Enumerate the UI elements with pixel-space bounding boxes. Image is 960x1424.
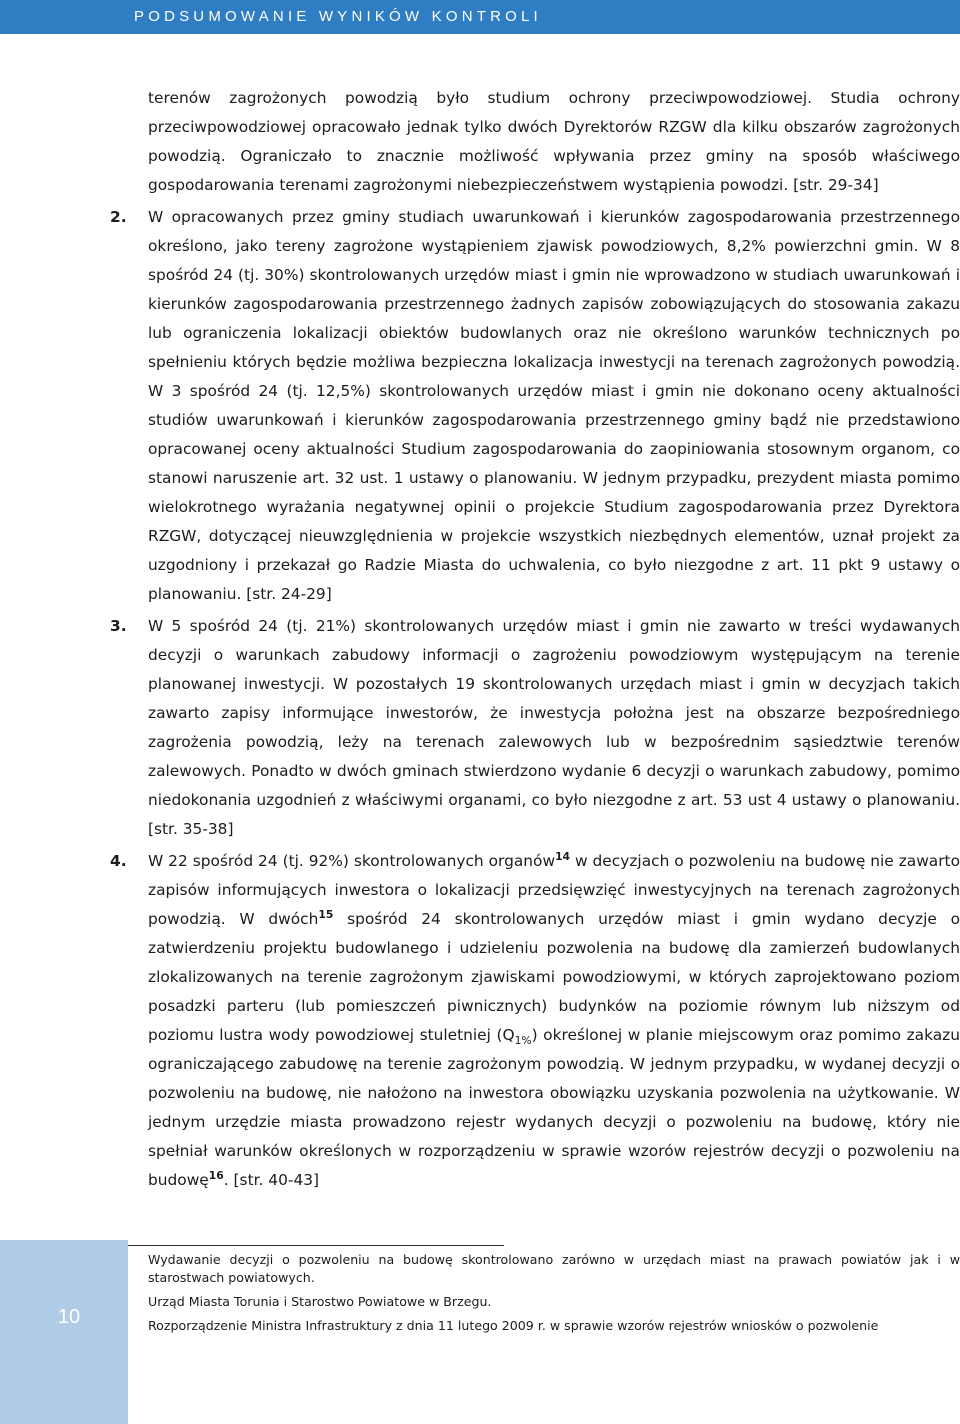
footnote-14: [110, 1251, 960, 1287]
footnote-ref-16[interactable]: 16: [208, 1168, 224, 1182]
paragraph-text-part: spośród 24 skontrolowanych urzędów miast i gmin wydano decyzje o zatwierdzeniu projektu budowlanego i udzieleniu pozwolenia na budowę dla zamierzeń budowlanych zlokalizowanych na terenie zagrożonym zjawiskami powodziowymi, w których zaprojektowano poziom posadzki parteru (lub pomieszczeń piwnicznych) budynków na poziomie równym lub niższym od poziomu lustra wody powodziowej stuletniej (Q: [148, 910, 960, 1044]
footnote-divider: [110, 1245, 504, 1246]
subscript-q1: 1%: [514, 1034, 532, 1048]
footnotes: [110, 1251, 960, 1341]
paragraph-number: 3.: [110, 617, 127, 635]
footnote-ref-14[interactable]: 14: [555, 849, 571, 863]
footnote-ref-15[interactable]: 15: [318, 907, 334, 921]
paragraph-number: 4.: [110, 852, 127, 870]
paragraph-text: W 5 spośród 24 (tj. 21%) skontrolowanych urzędów miast i gmin nie zawarto w treści wydawanych decyzji o warunkach zabudowy informacji o zagrożeniu powodziowym występującym na terenie planowanej inwestycji. W pozostałych 19 skontrolowanych urzędach miast i gmin w decyzjach takich zawarto zapisy informujące inwestorów, że inwestycja położna jest na obszarze bezpośredniego zagrożenia powodzią, leży na terenach zalewowych lub w bezpośrednim sąsiedztwie terenów zalewowych. Ponadto w dwóch gminach stwierdzono wydanie 6 decyzji o warunkach zabudowy, pomimo niedokonania uzgodnień z właściwymi organami, co było niezgodne z art. 53 ust 4 ustawy o planowaniu. [str. 35-38]: [148, 617, 960, 838]
paragraph-text-part: W 22 spośród 24 (tj. 92%) skontrolowanych organów: [148, 852, 556, 870]
paragraph-2: [110, 203, 960, 609]
header-title: PODSUMOWANIE WYNIKÓW KONTROLI: [134, 8, 542, 25]
paragraph-4: [110, 847, 960, 1195]
paragraph-text-part: w decyzjach o pozwoleniu na budowę nie zawarto zapisów informujących inwestora o lokalizacji przedsięwzięć inwestycyjnych na terenach zagrożonych powodzią. W dwóch: [148, 852, 960, 928]
paragraph-continuation: [110, 84, 960, 200]
page-number-box: [0, 1240, 128, 1424]
footnote-16: [110, 1317, 960, 1335]
paragraph-text: W opracowanych przez gminy studiach uwarunkowań i kierunków zagospodarowania przestrzennego określono, jako tereny zagrożone wystąpieniem zjawisk powodziowych, 8,2% powierzchni gmin. W 8 spośród 24 (tj. 30%) skontrolowanych urzędów miast i gmin nie wprowadzono w studiach uwarunkowań i kierunków zagospodarowania przestrzennego żadnych zapisów zobowiązujących do stosowania zakazu lub ograniczenia lokalizacji obiektów budowlanych oraz nie określono warunków technicznych po spełnieniu których będzie możliwa bezpieczna lokalizacja inwestycji na terenach zagrożonych powodzią. W 3 spośród 24 (tj. 12,5%) skontrolowanych urzędów miast i gmin nie dokonano oceny aktualności studiów uwarunkowań i kierunków zagospodarowania przestrzennego gminy bądź nie przedstawiono opracowanej oceny aktualności Studium zagospodarowania do zaopiniowania stosownym organom, co stanowi naruszenie art. 32 ust. 1 ustawy o planowaniu. W jednym przypadku, prezydent miasta pomimo wielokrotnego wyrażania negatywnej opinii o projekcie Studium zagospodarowania przez Dyrektora RZGW, dotyczącej nieuwzględnienia w projekcie wszystkich niezbędnych elementów, uznał projekt za uzgodniony i przekazał go Radzie Miasta do uchwalenia, co było niezgodne z art. 11 pkt 9 ustawy o planowaniu. [str. 24-29]: [148, 208, 960, 603]
page-number: 10: [57, 1306, 81, 1328]
footnote-text: Wydawanie decyzji o pozwoleniu na budowę skontrolowano zarówno w urzędach miast na prawach powiatów jak i w starostwach powiatowych.: [148, 1252, 960, 1285]
paragraph-text-part: . [str. 40-43]: [223, 1171, 320, 1189]
document-body: [110, 84, 960, 1198]
footnote-15: [110, 1293, 960, 1311]
paragraph-number: 2.: [110, 208, 127, 226]
footnote-text: Rozporządzenie Ministra Infrastruktury z dnia 11 lutego 2009 r. w sprawie wzorów rejestrów wniosków o pozwolenie: [148, 1318, 879, 1333]
paragraph-3: [110, 612, 960, 844]
paragraph-text: terenów zagrożonych powodzią było studium ochrony przeciwpowodziowej. Studia ochrony przeciwpowodziowej opracowało jednak tylko dwóch Dyrektorów RZGW dla kilku obszarów zagrożonych powodzią. Ograniczało to znacznie możliwość wpływania przez gminy na sposób właściwego gospodarowania terenami zagrożonymi niebezpieczeństwem wystąpienia powodzi. [str. 29-34]: [148, 89, 960, 194]
paragraph-text-part: ) określonej w planie miejscowym oraz pomimo zakazu ograniczającego zabudowę na terenie zagrożonym powodzią. W jednym przypadku, w wydanej decyzji o pozwoleniu na budowę, nie nałożono na inwestora obowiązku uzyskania pozwolenia na użytkowanie. W jednym urzędzie miasta prowadzono rejestr wydanych decyzji o pozwoleniu na budowę, który nie spełniał warunków określonych w rozporządzeniu w sprawie wzorów rejestrów decyzji o pozwoleniu na budowę: [148, 1026, 960, 1189]
footnote-text: Urząd Miasta Torunia i Starostwo Powiatowe w Brzegu.: [148, 1294, 492, 1309]
